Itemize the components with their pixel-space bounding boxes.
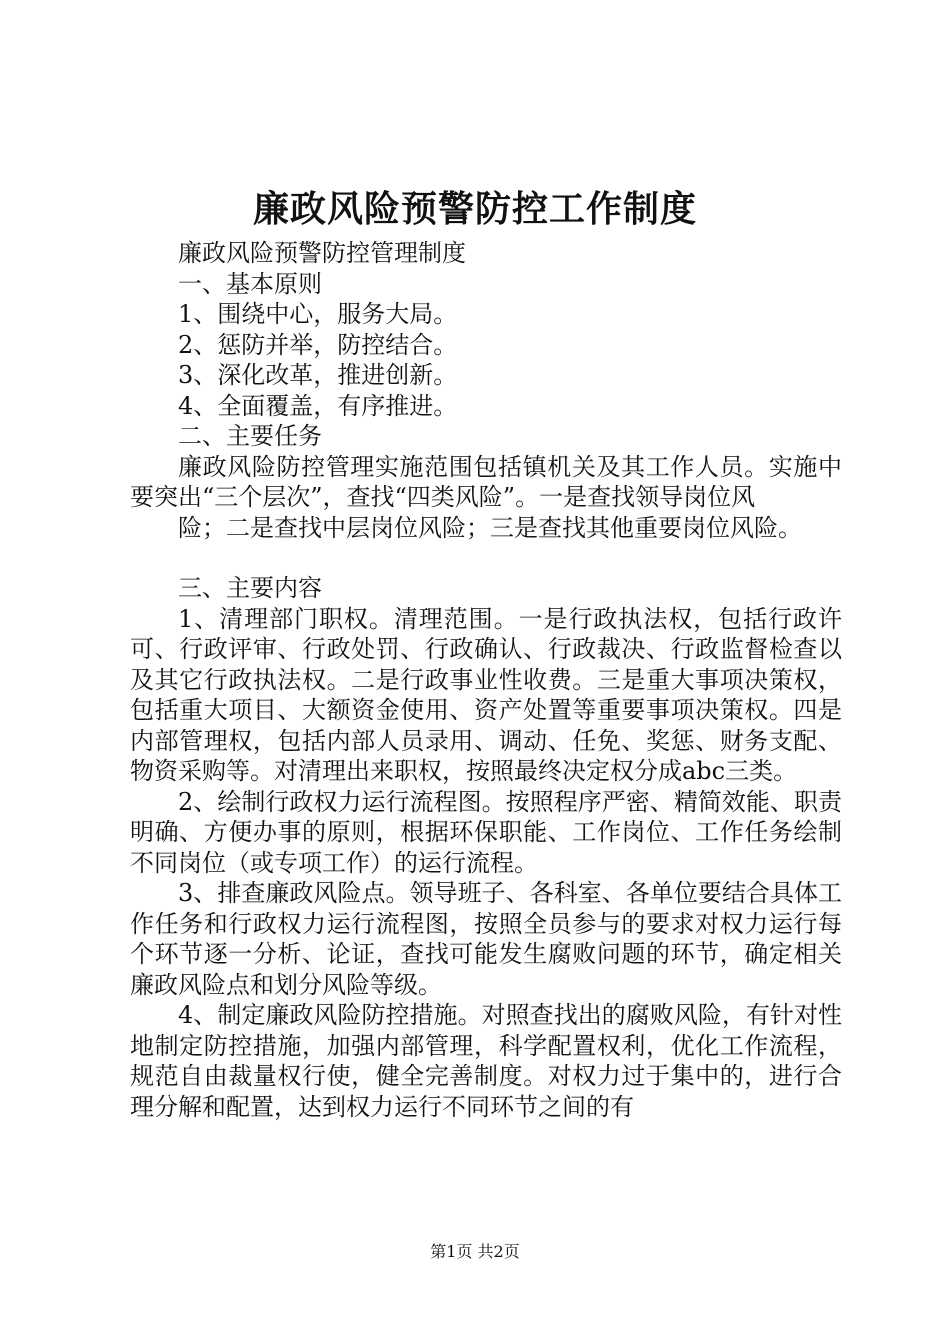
document-body [130,238,842,1122]
paragraph-subtitle: 廉政风险预警防控管理制度 [178,239,466,267]
paragraph-main-tasks: 廉政风险防控管理实施范围包括镇机关及其工作人员。实施中要突出“三个层次”，查找“四类风险”。一是查找领导岗位风 [130,452,842,511]
principle-item-4: 4、全面覆盖，有序推进。 [178,391,458,420]
document-title: 廉政风险预警防控工作制度 [252,188,697,230]
content-item-4: 4、制定廉政风险防控措施。对照查找出的腐败风险，有针对性地制定防控措施，加强内部管理，科学配置权利，优化工作流程，规范自由裁量权行使，健全完善制度。对权力过于集中的，进行合理分解和配置，达到权力运行不同环节之间的有 [130,1001,842,1121]
section-heading-basic-principles: 一、基本原则 [178,269,322,298]
content-item-3: 3、排查廉政风险点。领导班子、各科室、各单位要结合具体工作任务和行政权力运行流程图，按照全员参与的要求对权力运行每个环节逐一分析、论证，查找可能发生腐败问题的环节，确定相关廉政风险点和划分风险等级。 [130,879,842,999]
principle-item-1: 1、围绕中心，服务大局。 [178,300,458,328]
section-heading-main-tasks: 二、主要任务 [178,422,322,450]
content-item-1: 1、清理部门职权。清理范围。一是行政执法权，包括行政许可、行政评审、行政处罚、行政确认、行政裁决、行政监督检查以及其它行政执法权。二是行政事业性收费。三是重大事项决策权，包括重大项目、大额资金使用、资产处置等重要事项决策权。四是内部管理权，包括内部人员录用、调动、任免、奖惩、财务支配、物资采购等。对清理出来职权，按照最终决定权分成abc三类。 [130,604,842,785]
principle-item-2: 2、惩防并举，防控结合。 [178,330,458,359]
section-heading-main-content: 三、主要内容 [178,574,322,602]
content-item-2: 2、绘制行政权力运行流程图。按照程序严密、精简效能、职责明确、方便办事的原则，根据环保职能、工作岗位、工作任务绘制不同岗位（或专项工作）的运行流程。 [130,787,842,877]
page-footer: 第1页 共2页 [430,1242,520,1261]
principle-item-3: 3、深化改革，推进创新。 [178,361,458,389]
paragraph-main-tasks-continued: 险；二是查找中层岗位风险；三是查找其他重要岗位风险。 [178,513,802,542]
